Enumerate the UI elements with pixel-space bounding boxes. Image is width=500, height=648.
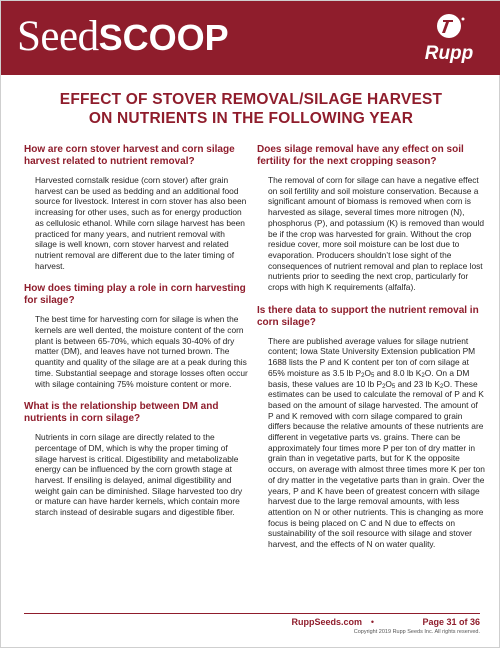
subscript: 2 (421, 372, 425, 379)
article-headline (1, 90, 500, 128)
subscript: 5 (391, 383, 396, 390)
subscript: 2 (439, 383, 444, 390)
answer-text: O. On a DM basis, these values are 10 lb P (268, 367, 470, 389)
answer-text: and 8.0 lb K (374, 367, 422, 378)
left-column (24, 144, 249, 530)
page-number: Page 31 of 36 (422, 617, 480, 627)
answer-text: O. These estimates can be used to calculate the removal of P and K based on the amount of silage harvested. The amount of P and K removed with corn silage compared to grain differs because the relative amounts of these nutrients are different in vegetative parts vs. grains. There can be approximately four times more P per ton of dry matter in grain than in vegetative parts, but for K the opposite occurs, on average with almost three times more K per ton of dry matter in the vegetative parts than in grain. Over the years, P and K have been of greatest concern with silage harvest due to the large removal amounts, with less attention on N or other nutrients. This is changing as more focus is being placed on C and N due to effects on sustainability of the soil resource with silage and stover harvest, and the effects of N on water quality. (268, 378, 485, 550)
question-heading: Is there data to support the nutrient removal in corn silage? (257, 304, 479, 328)
brand-title-part2: SCOOP (98, 17, 229, 58)
subscript: 2 (382, 383, 386, 390)
answer-text: O (364, 367, 371, 378)
website-link[interactable]: RuppSeeds.com (291, 617, 362, 627)
footer-divider (24, 613, 480, 614)
answer-text: O (385, 378, 392, 389)
subscript: 5 (370, 372, 375, 379)
right-column (257, 144, 485, 562)
answer-paragraph: The best time for harvesting corn for silage is when the kernels are well dented, the moisture content of the corn plant is between 65-70%, which equals 30-40% of dry matter (DM), and leaves have not turned brown. The quantity and quality of the silage are at a peak during this time. Substantial seepage and storage losses often occur with silage containing 75% moisture content or more. (35, 314, 248, 389)
answer-text: There are published average values for silage nutrient content; Iowa State University Extension publication PM 1688 lists the P and K content per ton of corn silage at 65% moisture as 3.5 lb P (268, 335, 476, 378)
subscript: 2 (361, 372, 365, 379)
rupp-logo (419, 9, 479, 69)
answer-paragraph: Harvested cornstalk residue (corn stover) after grain harvest can be used as bedding and an additional food source for livestock. Interest in corn stover has also been increasing for other uses, such as for energy production as cellulosic ethanol. While corn silage harvest has been practiced for many years, and nutrient removal with silage is well known, corn stover harvest and related nutrient removal are different due to the later timing of harvest. (35, 175, 247, 271)
answer-paragraph: Nutrients in corn silage are directly related to the percentage of DM, which is why the proper timing of silage harvest is critical. Digestibility and metabolizable energy can be influenced by the corn growth stage at harvest. If ensiling is delayed, animal digestibility and weight gain can be diminished. Silage harvested too dry or mature can have harder kernels, which contain more starch instead of desirable sugars and digestible fiber. (35, 432, 243, 518)
headline-line-2: ON NUTRIENTS IN THE FOLLOWING YEAR (88, 110, 414, 127)
question-heading: Does silage removal have any effect on soil fertility for the next cropping season? (257, 144, 464, 167)
answer-paragraph: The removal of corn for silage can have a negative effect on soil fertility and soil moisture conservation. Because a significant amount of biomass is removed when corn is harvested as silage, several times more nitrogen (N), phosphorus (P), and potassium (K) is removed than would be if the crop was harvested for grain. Without the crop residue cover, more soil moisture can be lost due to evaporation. Producers shouldn’t lose sight of the consequences of nutrient removal and plan to replace lost nutrients prior to seeding the next crop, particularly for crops with high K requirements (alfalfa). (268, 175, 484, 293)
logo-text: Rupp (424, 43, 474, 64)
answer-paragraph (257, 336, 485, 550)
headline-line-1: EFFECT OF STOVER REMOVAL/SILAGE HARVEST (59, 91, 443, 108)
question-heading: How does timing play a role in corn harvesting for silage? (24, 283, 246, 307)
brand-title-part1: Seed (17, 13, 99, 60)
brand-title (17, 12, 229, 71)
question-heading: How are corn stover harvest and corn silage harvest related to nutrient removal? (24, 144, 235, 167)
page-footer (24, 617, 480, 637)
copyright-notice: Copyright 2019 Rupp Seeds Inc. All rights reserved. (353, 629, 480, 635)
answer-text: and 23 lb K (395, 378, 440, 389)
footer-separator: • (370, 617, 374, 627)
question-heading: What is the relationship between DM and nutrients in corn silage? (24, 401, 219, 425)
